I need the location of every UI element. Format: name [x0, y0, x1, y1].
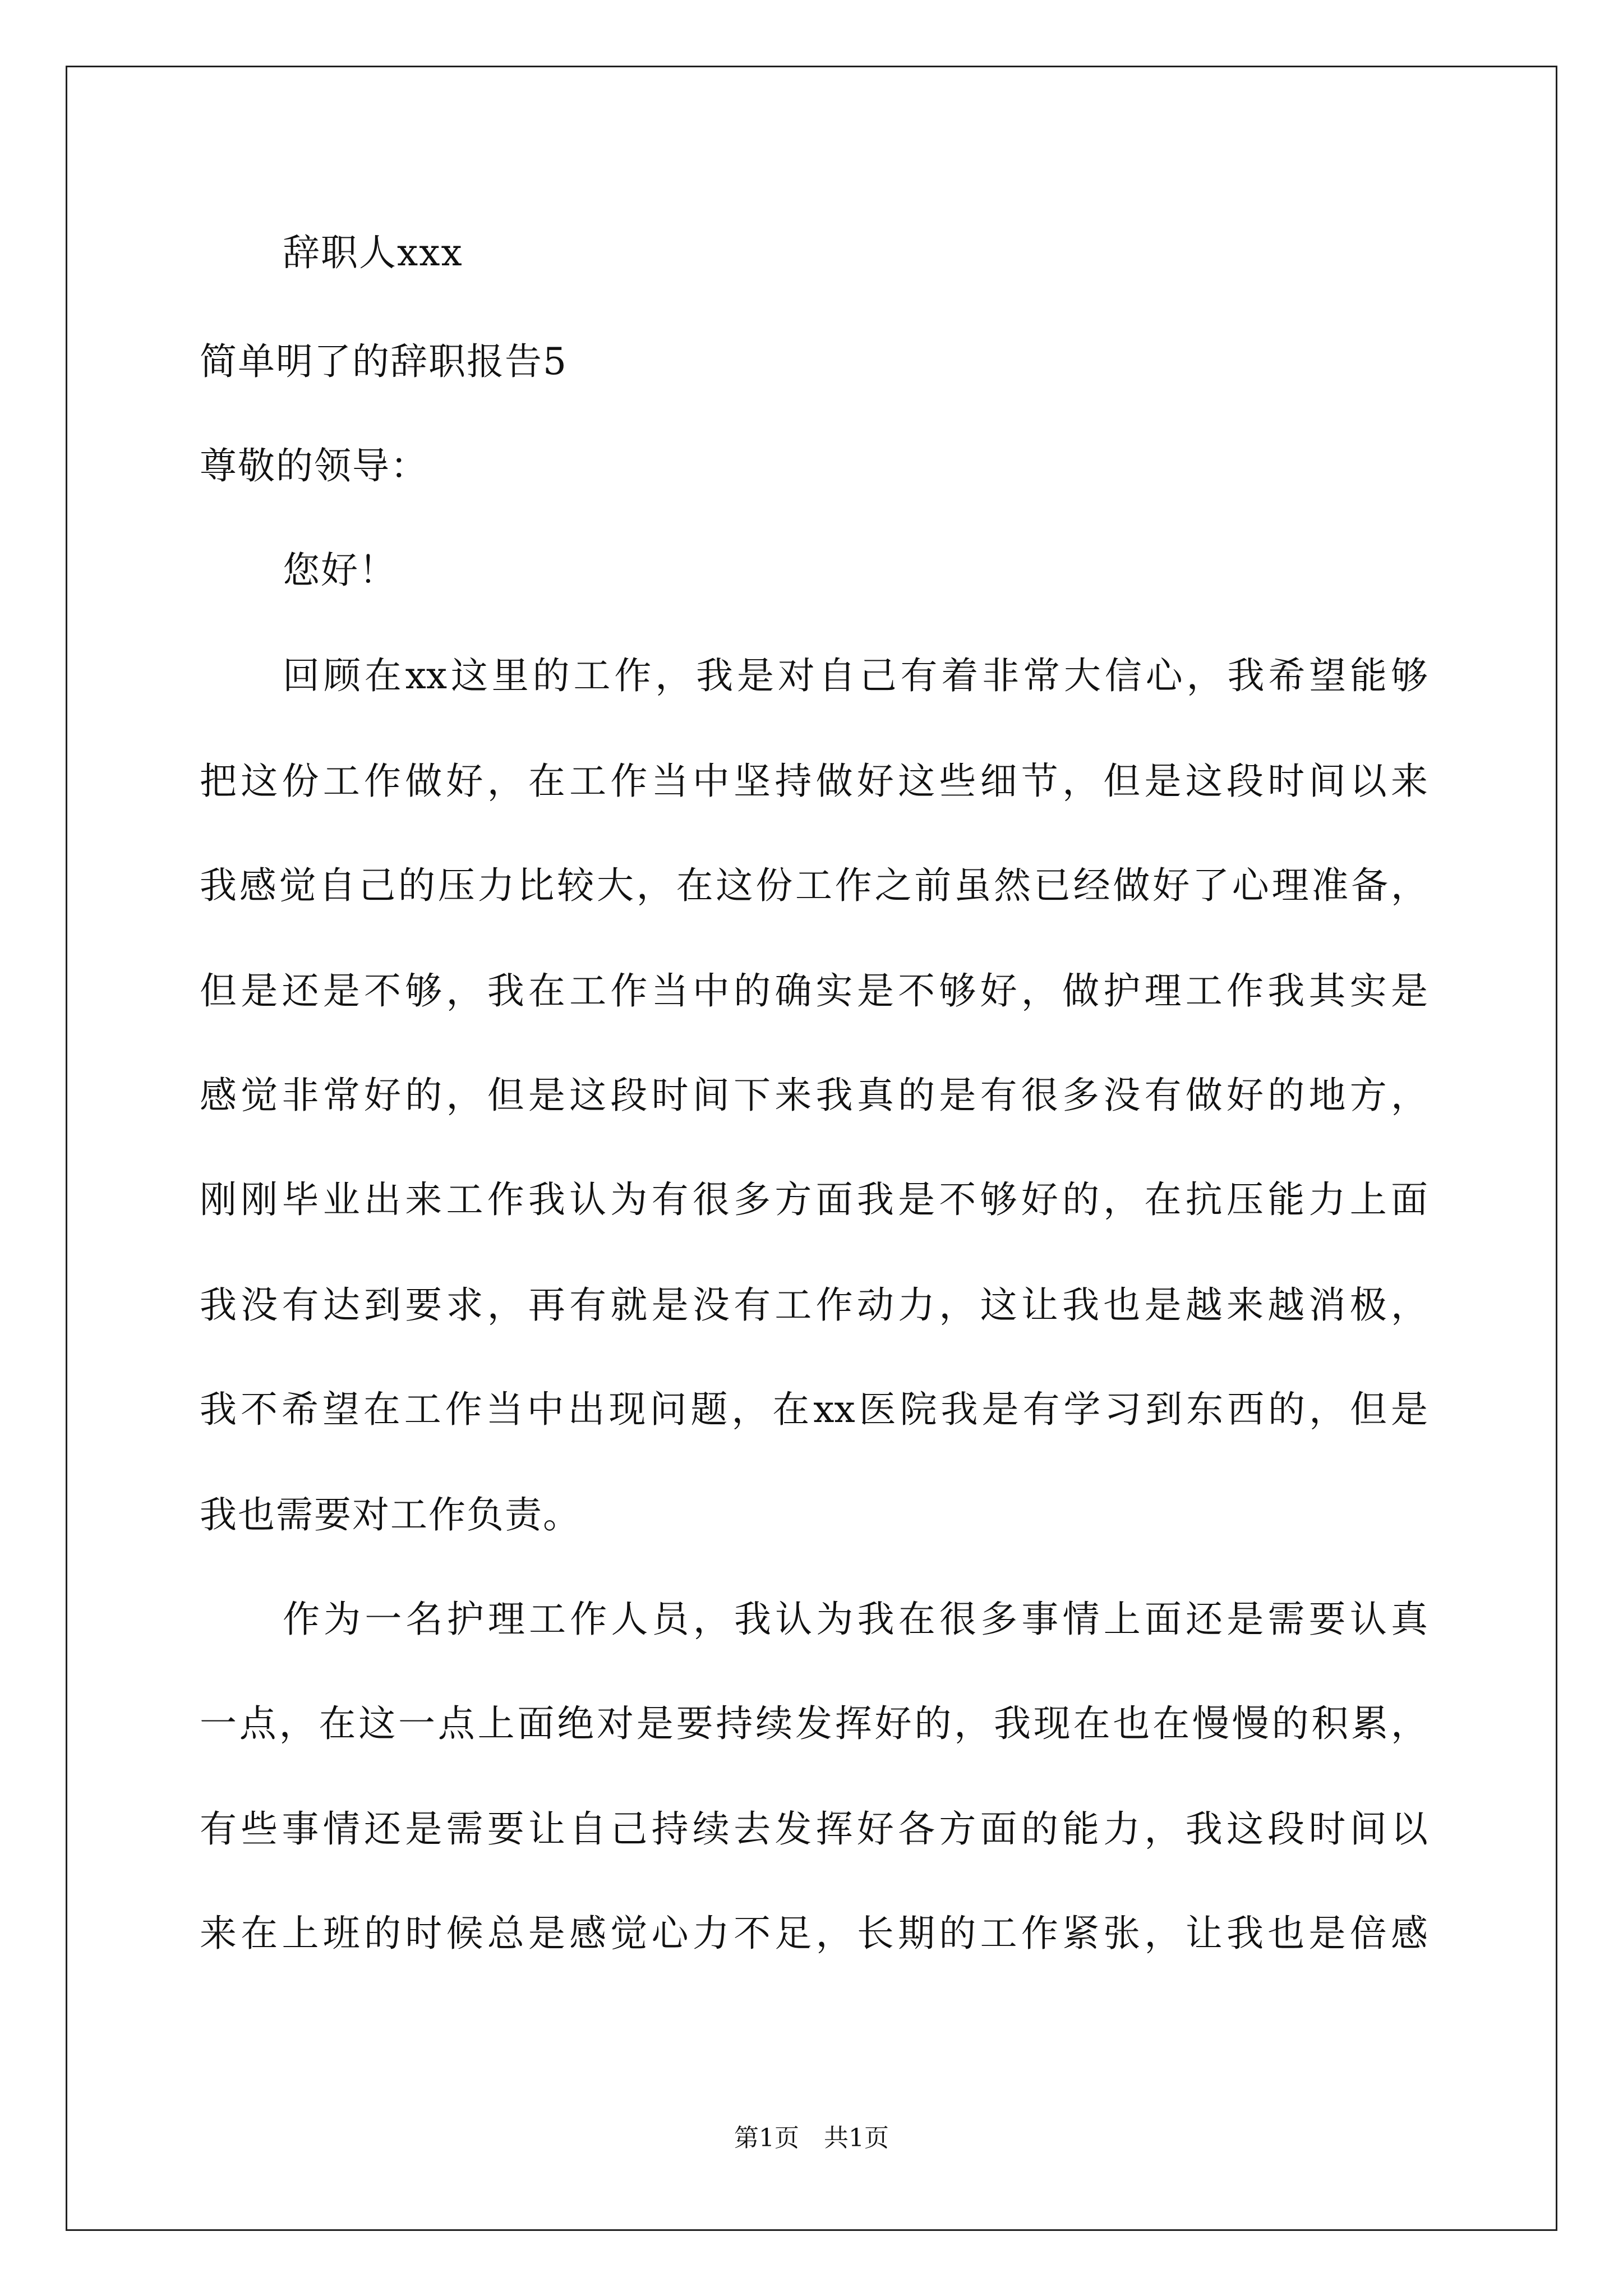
paragraph-line: 回顾在xx这里的工作，我是对自己有着非常大信心，我希望能够 — [283, 654, 1428, 697]
page-footer: 第1页 共1页 — [734, 2124, 889, 2152]
page-border — [66, 66, 1557, 2231]
paragraph-line: 我没有达到要求，再有就是没有工作动力，这让我也是越来越消极， — [200, 1283, 1428, 1327]
paragraph-line: 感觉非常好的，但是这段时间下来我真的是有很多没有做好的地方， — [200, 1074, 1428, 1117]
paragraph-line: 把这份工作做好，在工作当中坚持做好这些细节，但是这段时间以来 — [200, 760, 1428, 803]
signature: 辞职人xxx — [283, 231, 463, 274]
paragraph-line: 作为一名护理工作人员，我认为我在很多事情上面还是需要认真 — [283, 1598, 1428, 1641]
paragraph-line: 我不希望在工作当中出现问题，在xx医院我是有学习到东西的，但是 — [200, 1388, 1428, 1431]
paragraph-line: 刚刚毕业出来工作我认为有很多方面我是不够好的，在抗压能力上面 — [200, 1178, 1428, 1221]
paragraph-line: 来在上班的时候总是感觉心力不足，长期的工作紧张，让我也是倍感 — [200, 1912, 1428, 1955]
paragraph-line: 有些事情还是需要让自己持续去发挥好各方面的能力，我这段时间以 — [200, 1807, 1428, 1851]
paragraph-line: 一点，在这一点上面绝对是要持续发挥好的，我现在也在慢慢的积累， — [200, 1702, 1428, 1745]
greeting: 您好！ — [283, 549, 397, 592]
document-title: 简单明了的辞职报告5 — [200, 340, 568, 383]
paragraph-line: 我也需要对工作负责。 — [200, 1493, 581, 1536]
paragraph-line: 我感觉自己的压力比较大，在这份工作之前虽然已经做好了心理准备， — [200, 864, 1428, 907]
salutation: 尊敬的领导： — [200, 444, 428, 487]
paragraph-line: 但是还是不够，我在工作当中的确实是不够好，做护理工作我其实是 — [200, 969, 1428, 1013]
